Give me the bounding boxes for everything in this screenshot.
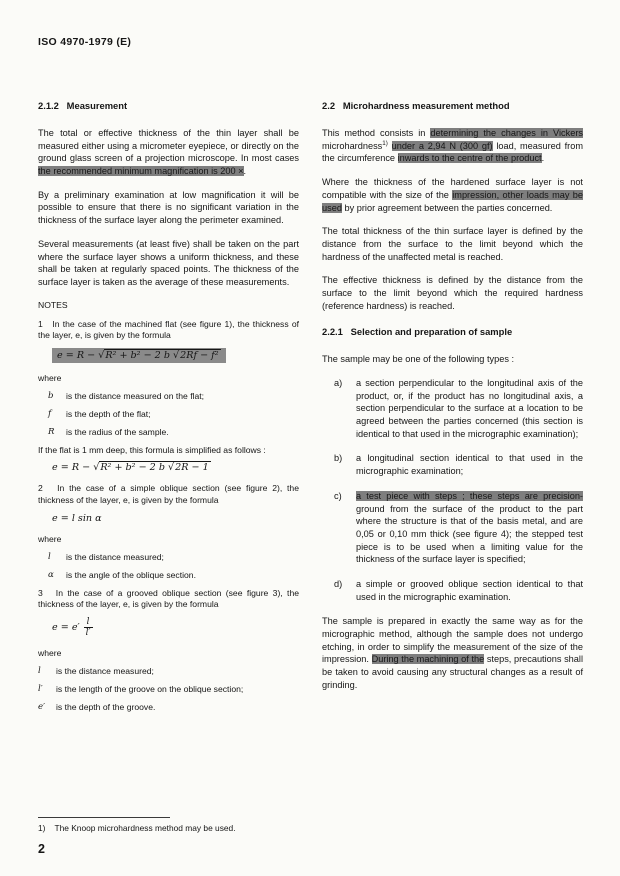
paragraph-thickness-measurement: The total or effective thickness of the thin layer shall be measured either using a micrometer eyepiece, or directly on the ground glass screen of a projection microscope. In most cases the recommended minimum magnification is 200 ×. (38, 128, 299, 177)
symbol: l′ (38, 683, 43, 694)
symbol: α (48, 569, 54, 580)
definition-row-e-prime (38, 702, 299, 712)
heading-sample-selection: 2.2.1 Selection and preparation of sample (322, 326, 513, 338)
symbol: l (48, 551, 51, 562)
definition: is the distance measured; (56, 665, 154, 676)
formula-highlight-box (52, 348, 226, 363)
list-item-d (334, 578, 583, 603)
definition-row-l (38, 666, 299, 676)
definition: is the angle of the oblique section. (66, 569, 196, 580)
definition: is the length of the groove on the oblique section; (56, 683, 244, 694)
list-text: a section perpendicular to the longitudinal axis of the product, or, if the product has no longitudinal axis, a section perpendicular to the surface at a location to be agreed between the parties concerned (this section is identical to that used in the micrographic examination); (356, 378, 583, 439)
definition: is the depth of the flat; (66, 408, 151, 419)
formula-machined-flat (52, 348, 299, 363)
note-3-intro: 3 In the case of a grooved oblique section (see figure 3), the thickness of the layer, e, is given by the formula (38, 587, 302, 610)
numerator: l (84, 617, 93, 628)
definition: is the radius of the sample. (66, 426, 169, 437)
where-label: where (38, 647, 62, 658)
formula-lhs: e = e′ (52, 621, 80, 633)
paragraph-sample-preparation: The sample is prepared in exactly the same way as for the micrographic method, although the sample does not undergo etching, in order to simplify the measurement of the size of the impression. During the machining of the steps, precautions shall be taken to avoid causing any structural changes as a result of grinding. (322, 616, 583, 690)
list-label: a) (334, 378, 343, 388)
radical-inner: √2Rf − f² (173, 349, 219, 361)
list-text: a simple or grooved oblique section identical to that used in the micrographic examination. (356, 578, 583, 602)
paragraph-total-thickness-definition: The total thickness of the thin surface layer is defined by the distance from the surface to the limit beyond which the hardness of the unaffected metal is reached. (322, 226, 583, 262)
formula-lhs: e = R − (52, 462, 91, 474)
note-2-intro: 2 In the case of a simple oblique section (see figure 2), the thickness of the layer, e, is given by the formula (38, 483, 302, 505)
fraction (84, 617, 93, 638)
heading-measurement: 2.1.2 Measurement (38, 100, 128, 111)
document-reference: ISO 4970-1979 (E) (38, 36, 132, 48)
paragraph-preliminary-examination: By a preliminary examination at low magnification it will be possible to ensure that there is no significant variation in the thickness of the surface layer along the perimeter examined. (38, 189, 299, 226)
symbol: e′ (38, 701, 46, 712)
list-item-b (334, 452, 583, 477)
definition-row-f (48, 409, 299, 419)
two-column-layout (38, 100, 583, 720)
definition: is the distance measured on the flat; (66, 390, 205, 401)
symbol: R (48, 426, 55, 437)
definition: is the depth of the groove. (56, 701, 156, 712)
definition-row-alpha (48, 570, 299, 580)
radical-inner: √2R − 1 (168, 462, 209, 474)
formula-oblique-section: e = l sin α (52, 512, 102, 524)
radical-outer: √R² + b² − 2 b √2Rf − f² (98, 349, 219, 361)
radical-outer: √R² + b² − 2 b √2R − 1 (93, 462, 209, 474)
radicand-outer: R² + b² − 2 b (100, 462, 165, 474)
symbol: l (38, 665, 41, 676)
radicand-inner: 2Rf − f² (180, 349, 219, 361)
formula-grooved-section (52, 617, 299, 638)
note-1-simplified-intro: If the flat is 1 mm deep, this formula is simplified as follows : (38, 444, 266, 455)
notes-title: NOTES (38, 299, 68, 310)
where-label: where (38, 372, 62, 383)
definition: is the distance measured; (66, 551, 164, 562)
where-label: where (38, 533, 62, 544)
paragraph-vickers-method: This method consists in determining the changes in Vickers microhardness$^{1)}$ under a 2,94 N (300 gf) load, measured from the circumference inwards to the centre of the product. (322, 128, 584, 164)
list-label: d) (334, 578, 343, 589)
paragraph-other-loads: Where the thickness of the hardened surface layer is not compatible with the size of the impression, other loads may be used by prior agreement between the parties concerned. (322, 177, 583, 213)
note-1-intro: 1 In the case of the machined flat (see figure 1), the thickness of the layer, e, is given by the formula (38, 318, 302, 341)
footnote (38, 823, 236, 833)
list-text: a test piece with steps ; these steps are precision-ground from the surface of the product to the part where the structure is that of the basis metal, and are 0,05 or 0,10 mm thick (see figure 4); the stepped test piece is to be used when a limiting value for the thickness of the surface layer is specified; (356, 490, 583, 565)
definition-row-l (48, 552, 299, 562)
radicand-outer: R² + b² − 2 b (105, 349, 170, 361)
right-column (322, 100, 583, 720)
page-number: 2 (38, 842, 45, 856)
radicand-inner: 2R − 1 (175, 462, 209, 474)
heading-microhardness-method: 2.2 Microhardness measurement method (322, 100, 510, 111)
formula-lhs: e = R − (57, 349, 96, 361)
definition-row-R (48, 427, 299, 437)
footnote-separator (38, 817, 170, 818)
list-label: c) (334, 490, 342, 501)
paragraph-effective-thickness-definition: The effective thickness is defined by the distance from the surface to the limit beyond which the required hardness (reference hardness) is reached. (322, 275, 583, 311)
definition-row-l-prime (38, 684, 299, 694)
footnote-text: The Knoop microhardness method may be used. (54, 823, 236, 833)
footnote-marker: 1) (38, 823, 46, 833)
symbol: b (48, 390, 54, 401)
formula-simplified (52, 462, 299, 473)
list-item-c (334, 490, 583, 566)
symbol: f (48, 408, 52, 419)
paragraph-several-measurements: Several measurements (at least five) shall be taken on the part where the surface layer shows a uniform thickness, and these shall be taken at regularly spaced points. The thickness of the surface layer is taken as the average of these measurements. (38, 238, 299, 287)
definition-row-b (48, 391, 299, 401)
left-column (38, 100, 302, 720)
list-label: b) (334, 453, 343, 464)
list-text: a longitudinal section identical to that used in the micrographic examination; (356, 453, 583, 477)
list-item-a (334, 377, 583, 440)
paragraph-sample-types-intro: The sample may be one of the following types : (322, 354, 515, 365)
denominator: l′ (85, 627, 91, 638)
